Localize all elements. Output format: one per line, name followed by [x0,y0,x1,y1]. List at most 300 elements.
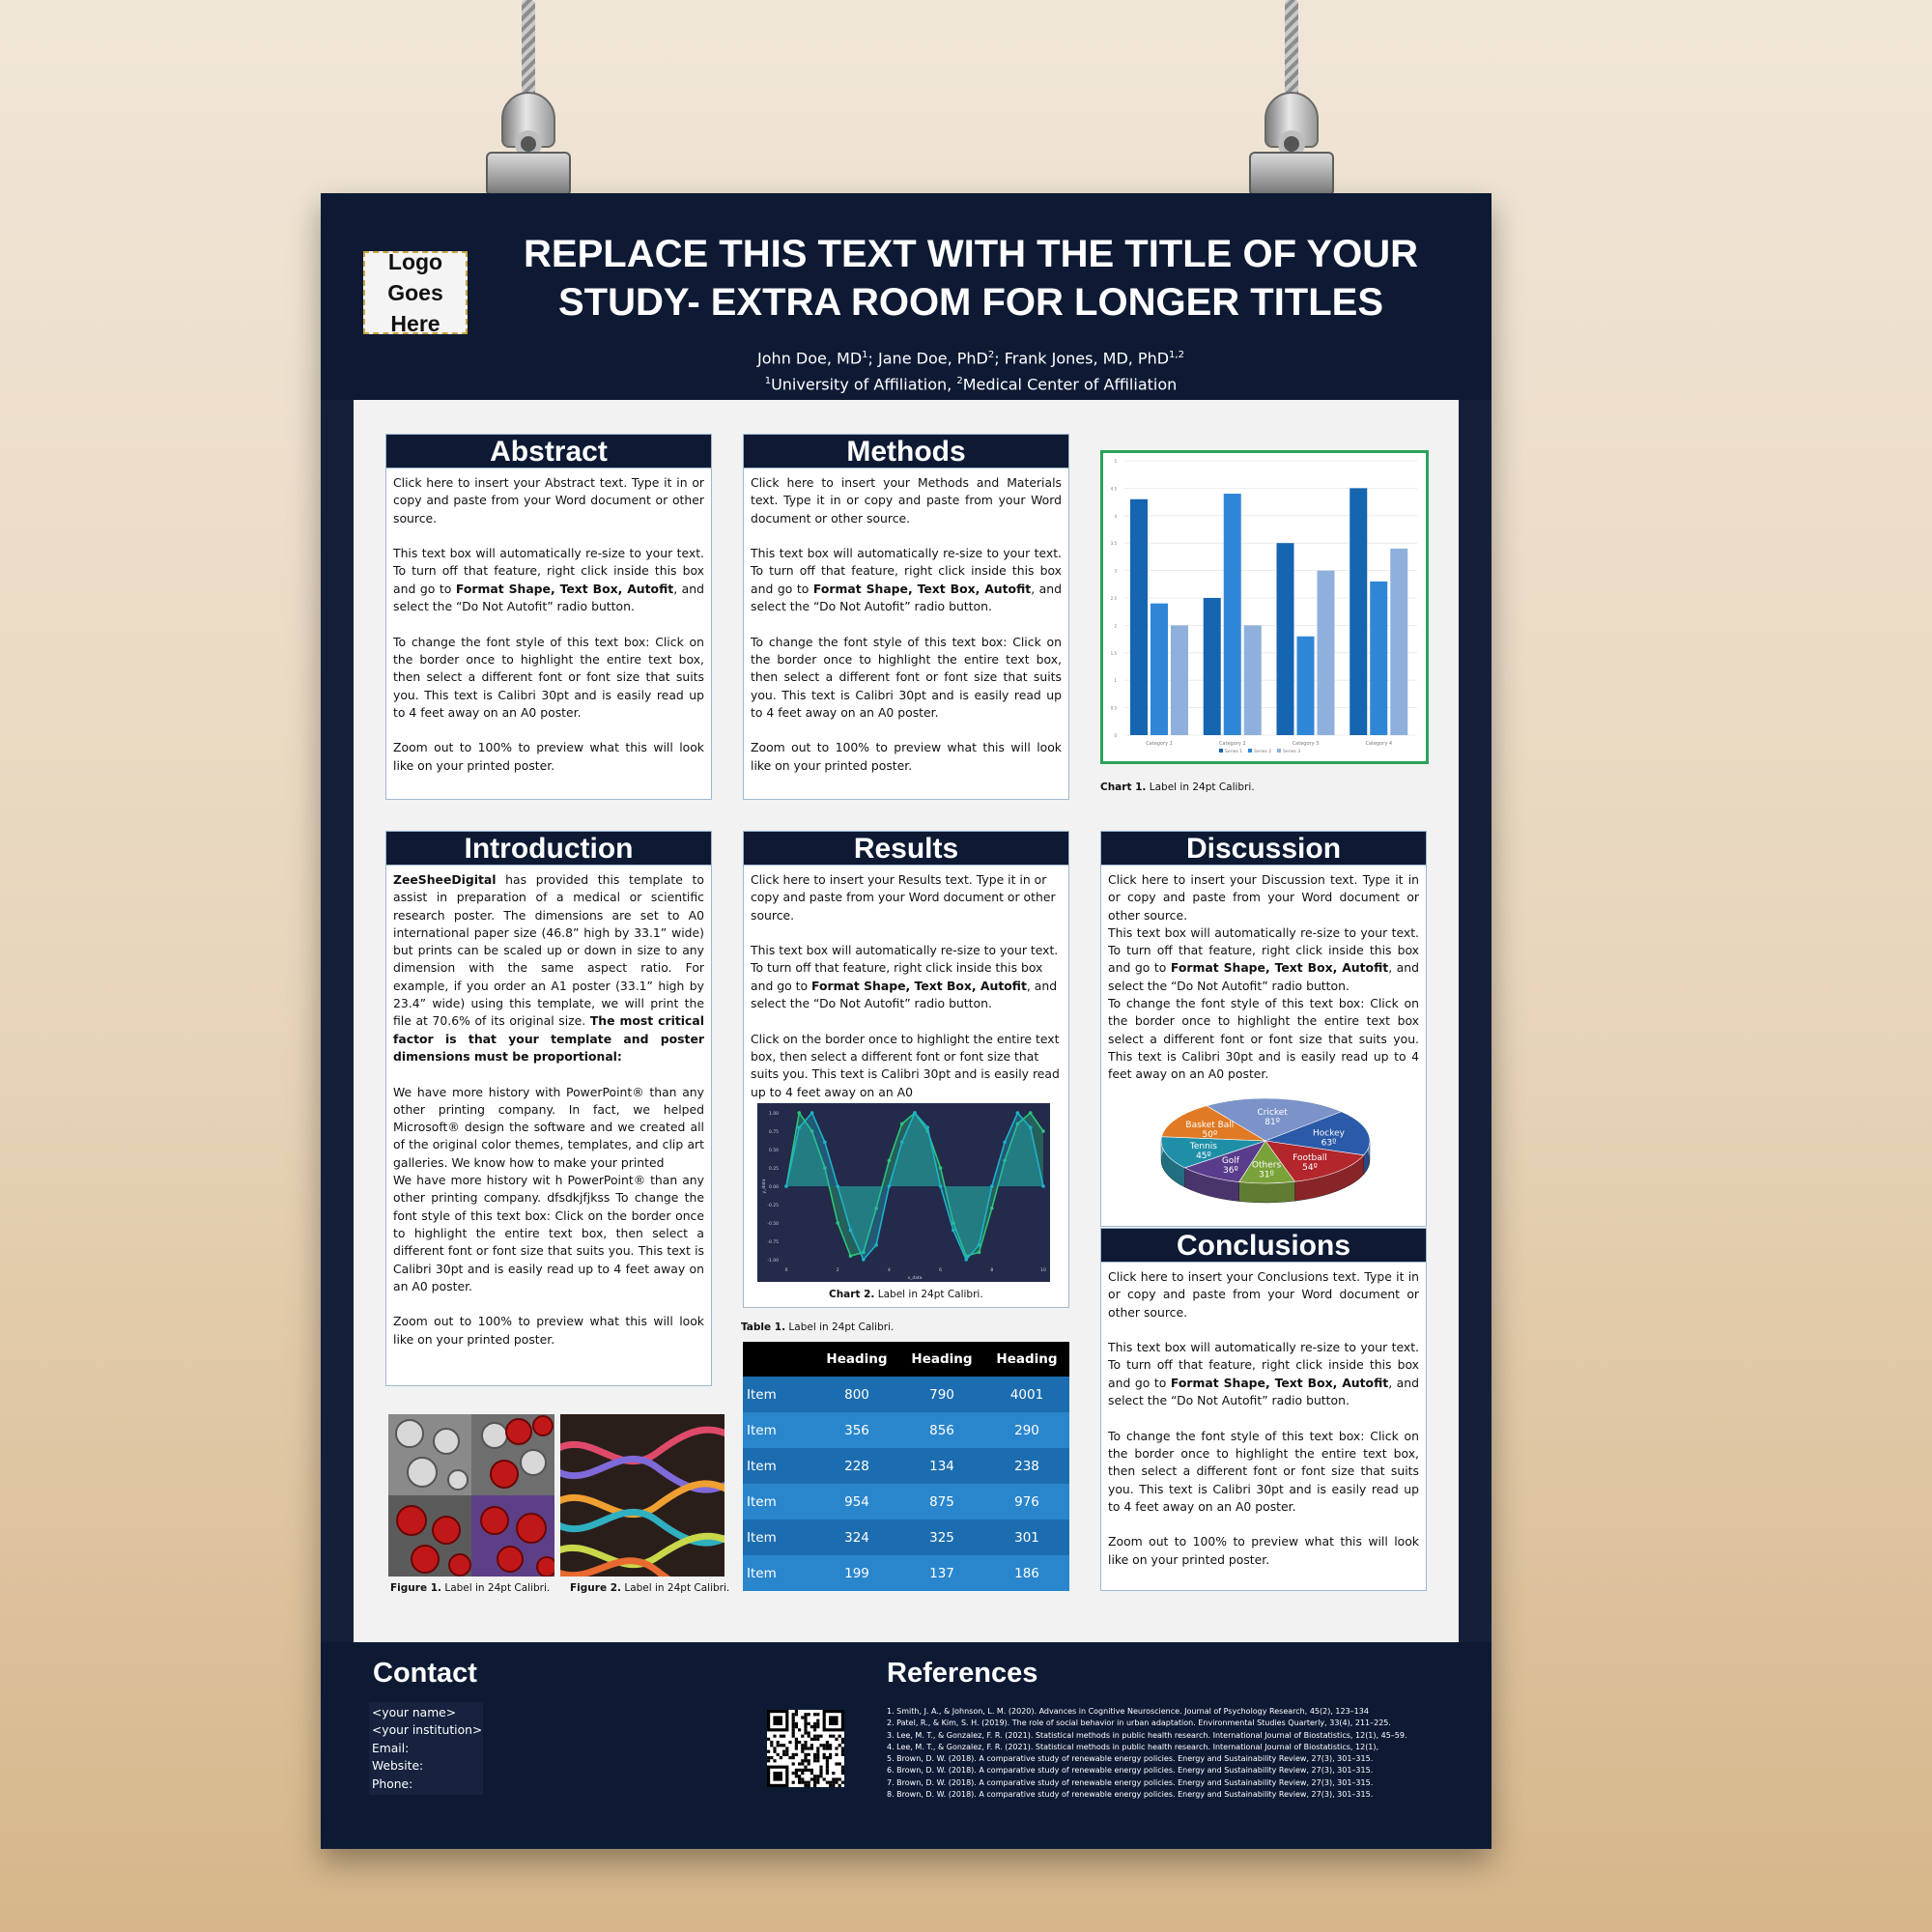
qr-module [801,1744,804,1747]
data-point [862,1258,866,1262]
qr-module [795,1738,798,1741]
qr-module [835,1738,838,1741]
qr-module [782,1744,785,1747]
table-cell: Item [743,1484,814,1520]
qr-module [819,1772,822,1775]
legend-label: Series 3 [1283,750,1301,754]
x-tick-label: Category 3 [1292,741,1320,747]
table-cell: Item [743,1555,814,1591]
qr-module [816,1719,819,1722]
qr-module [810,1725,813,1728]
reference-item: 4. Lee, M. T., & Gonzalez, F. R. (2021). Statistical methods in public health research. International Journal of Biostatistics, 12(1), [887,1742,1379,1751]
contact-line: Email: [372,1741,410,1755]
qr-module [804,1725,807,1728]
qr-module [788,1741,791,1744]
bar [1244,625,1262,735]
qr-module [795,1753,798,1756]
qr-module [819,1775,822,1777]
qr-module [808,1722,810,1725]
table-cell: 356 [814,1412,899,1448]
qr-module [813,1735,816,1738]
table-row [743,1484,1069,1520]
conclusions-paragraph: Zoom out to 100% to preview what this will look like on your printed poster. [1108,1534,1419,1567]
qr-module [782,1735,785,1738]
qr-module [801,1781,804,1784]
authors-block [502,344,1439,397]
data-point [823,1141,827,1145]
qr-module [816,1753,819,1756]
table-header-cell [743,1342,814,1377]
qr-module [829,1735,832,1738]
results-paragraph: Click on the border once to highlight the entire text box, then select a different font or font size that suits you. This text is Calibri 30pt and is easily read up to 4 feet away on an A0 [751,1031,1060,1099]
poster [321,193,1492,1849]
qr-module [767,1756,770,1759]
author-sup: 1 [862,350,868,360]
x-tick-label: 2 [836,1268,839,1273]
qr-module [816,1775,819,1777]
qr-module [816,1756,819,1759]
author-name: Jane Doe, PhD [878,349,988,368]
figure2-caption: Figure 2. Label in 24pt Calibri. [570,1582,730,1594]
binder-clip-left [480,92,577,198]
data-point [888,1184,892,1188]
qr-module [835,1781,838,1784]
qr-module [808,1759,810,1762]
qr-module [801,1735,804,1738]
qr-module [810,1772,813,1775]
qr-module [808,1735,810,1738]
methods-paragraph: This text box will automatically re-size to your text. To turn off that feature, right click inside this box and go to Format Shape, Text Box, Autofit, and select the “Do Not Autofit” radio button. [751,546,1062,614]
results-table [743,1342,1069,1591]
qr-module [770,1744,773,1747]
y-tick-label: 1.00 [768,1112,779,1117]
line-chart [757,1103,1050,1282]
table-cell: 301 [984,1520,1069,1555]
qr-module [808,1731,810,1734]
qr-module [816,1735,819,1738]
qr-module [835,1762,838,1765]
table-cell: 800 [814,1377,899,1412]
binder-clip-right [1243,92,1340,198]
data-point [1029,1125,1033,1129]
qr-module [841,1753,844,1756]
qr-module [792,1756,795,1759]
methods-section [743,434,1069,800]
discussion-paragraph: To change the font style of this text box: Click on the border once to highlight the entire text box select a different font or font size that suits you. This text is Calibri 30pt and is easily read up to 4 feet away on an A0 poster. [1108,996,1419,1082]
qr-module [816,1750,819,1753]
y-axis-label: y_data [762,1179,767,1194]
x-tick-label: 6 [939,1268,943,1273]
qr-module [838,1777,841,1780]
table-cell: 875 [899,1484,984,1520]
qr-module [801,1759,804,1762]
qr-module [841,1772,844,1775]
affiliation-line [502,370,1439,396]
data-point [964,1258,968,1262]
table-cell: 134 [899,1448,984,1484]
y-tick-label: -0.25 [767,1204,779,1208]
qr-module [810,1738,813,1741]
qr-module [835,1747,838,1749]
x-tick-label: 8 [990,1268,994,1273]
qr-module [813,1781,816,1784]
discussion-paragraph: Click here to insert your Discussion text. Type it in or copy and paste from your Word document or other source. [1108,872,1419,923]
qr-module [804,1713,807,1716]
data-point [849,1254,853,1258]
y-tick-label: 3.5 [1110,541,1117,547]
qr-module [798,1777,801,1780]
qr-module [826,1747,829,1749]
reference-item: 2. Patel, R., & Kim, S. H. (2019). The role of social behavior in urban adaptation. Environmental Studies Quarterly, 33(4), 211–225. [887,1719,1391,1728]
abstract-heading: Abstract [386,435,711,469]
abstract-section [385,434,712,800]
qr-module [816,1725,819,1728]
bar [1130,499,1148,735]
qr-module [773,1735,776,1738]
qr-module [816,1722,819,1725]
y-tick-label: 1.5 [1110,650,1117,656]
methods-heading: Methods [744,435,1068,469]
data-point [798,1111,802,1115]
table-row [743,1412,1069,1448]
legend-swatch [1248,749,1252,753]
data-point [900,1141,904,1145]
reference-item: 8. Brown, D. W. (2018). A comparative study of renewable energy policies. Energy and Sustainability Review, 27(3), 301–315. [887,1790,1374,1800]
qr-module [819,1735,822,1738]
qr-module [810,1744,813,1747]
y-tick-label: 5 [1114,459,1117,464]
table-row [743,1555,1069,1591]
table-cell: 228 [814,1448,899,1484]
table-cell: Item [743,1377,814,1412]
qr-module [819,1766,822,1769]
table-cell: Item [743,1412,814,1448]
table-header-cell: Heading [899,1342,984,1377]
conclusions-paragraph: This text box will automatically re-size to your text. To turn off that feature, right click inside this box and go to Format Shape, Text Box, Autofit, and select the “Do Not Autofit” radio button. [1108,1340,1419,1408]
qr-module [813,1759,816,1762]
legend-swatch [1219,749,1223,753]
discussion-section [1100,831,1427,1227]
table-cell: 238 [984,1448,1069,1484]
qr-module [808,1781,810,1784]
qr-module [804,1747,807,1749]
qr-module [819,1744,822,1747]
qr-module [795,1713,798,1716]
qr-module [804,1784,807,1787]
qr-module [841,1781,844,1784]
qr-module [795,1747,798,1749]
qr-module [832,1735,835,1738]
introduction-heading: Introduction [386,832,711,866]
author-name: Frank Jones, MD, PhD [1004,349,1170,368]
contact-box [369,1702,483,1795]
conclusions-section [1100,1228,1427,1591]
bar [1297,637,1315,735]
contact-line: Website: [372,1759,424,1774]
qr-module [813,1728,816,1731]
table-cell: 290 [984,1412,1069,1448]
table-cell: 954 [814,1484,899,1520]
qr-module [792,1722,795,1725]
table-cell: 976 [984,1484,1069,1520]
pie-slice-value: 36º [1223,1165,1238,1176]
qr-module [826,1756,829,1759]
chart1-caption: Chart 1. Label in 24pt Calibri. [1100,781,1255,793]
introduction-text [386,866,711,1349]
data-point [888,1159,892,1163]
data-point [990,1207,994,1210]
qr-module [804,1744,807,1747]
qr-module [792,1725,795,1728]
results-text [744,866,1068,1101]
qr-module [785,1750,788,1753]
qr-module [829,1744,832,1747]
author-sup: 2 [987,350,995,360]
qr-module [813,1713,816,1716]
data-point [784,1184,788,1188]
qr-module [838,1784,841,1787]
qr-module [823,1747,826,1749]
qr-module [773,1759,776,1762]
qr-module [804,1731,807,1734]
pie-slice-value: 63º [1321,1138,1337,1149]
qr-module [816,1738,819,1741]
references-list [887,1706,1428,1801]
qr-module [785,1753,788,1756]
chart2-caption: Chart 2. Label in 24pt Calibri. [829,1289,983,1300]
qr-module [801,1772,804,1775]
qr-module [767,1738,770,1741]
pie-slice-label: Others [1251,1160,1282,1171]
qr-module [801,1762,804,1765]
qr-module [777,1741,780,1744]
bar [1171,625,1188,735]
author-sep: ; [994,349,1005,368]
data-point [926,1125,930,1129]
x-tick-label: Category 1 [1146,741,1173,747]
qr-module [838,1744,841,1747]
qr-module [841,1769,844,1772]
figure2-image [560,1414,724,1577]
data-point [874,1243,878,1247]
y-tick-label: 3 [1114,568,1117,574]
area-fill [786,1113,1043,1260]
qr-module [785,1747,788,1749]
qr-code-icon [767,1710,844,1787]
qr-module [801,1747,804,1749]
figure1-caption: Figure 1. Label in 24pt Calibri. [390,1582,551,1594]
qr-module [792,1716,795,1719]
table-cell: 186 [984,1555,1069,1591]
y-tick-label: -0.75 [767,1240,779,1245]
abstract-text [386,469,711,775]
data-point [1016,1111,1020,1115]
data-point [952,1229,955,1233]
table-row [743,1377,1069,1412]
qr-module [826,1769,829,1772]
affiliation-sup: 2 [956,376,963,387]
pie-slice-value: 45º [1196,1151,1211,1161]
qr-module [832,1784,835,1787]
qr-module [798,1762,801,1765]
data-point [1041,1184,1045,1188]
results-paragraph: Click here to insert your Results text. Type it in or copy and paste from your Word document or other source. [751,872,1056,923]
qr-module [810,1769,813,1772]
pie-slice-value: 50º [1202,1130,1218,1141]
affiliation-name: Medical Center of Affiliation [962,375,1178,394]
pie-chart [1154,1093,1377,1208]
qr-module [813,1722,816,1725]
y-tick-label: -0.50 [767,1222,779,1227]
reference-item: 3. Lee, M. T., & Gonzalez, F. R. (2021). Statistical methods in public health research. International Journal of Biostatistics, 12(1), 45–59. [887,1730,1407,1740]
qr-module [810,1747,813,1749]
results-section [743,831,1069,1308]
qr-module [804,1766,807,1769]
y-tick-label: 0.75 [768,1130,779,1135]
qr-module [832,1777,835,1780]
contact-heading: Contact [373,1658,477,1689]
qr-module [780,1735,782,1738]
qr-module [829,1753,832,1756]
qr-module [829,1747,832,1749]
qr-module [808,1762,810,1765]
data-point [1041,1129,1045,1133]
qr-module [838,1762,841,1765]
qr-module [795,1744,798,1747]
table-header-row [743,1342,1069,1377]
qr-module [801,1777,804,1780]
data-point [939,1166,943,1170]
pie-slice-value: 54º [1302,1162,1318,1173]
qr-module [804,1728,807,1731]
data-point [1003,1141,1007,1145]
pie-slice-value: 81º [1264,1117,1280,1127]
results-heading: Results [744,832,1068,866]
logo-placeholder: Logo Goes Here [363,251,468,334]
qr-module [813,1775,816,1777]
qr-module [813,1738,816,1741]
qr-module [767,1759,770,1762]
qr-module [798,1769,801,1772]
conclusions-heading: Conclusions [1101,1229,1426,1263]
author-name: John Doe, MD [757,349,863,368]
contact-line: <your name> [372,1706,457,1719]
qr-module [829,1784,832,1787]
qr-module [808,1753,810,1756]
chart1-frame [1100,450,1429,764]
qr-module [804,1722,807,1725]
x-tick-label: 0 [784,1268,788,1273]
qr-module [795,1775,798,1777]
author-line [502,344,1439,370]
legend-label: Series 2 [1254,750,1272,754]
qr-module [835,1777,838,1780]
qr-module [826,1741,829,1744]
data-point [836,1221,839,1225]
contact-line: <your institution> [372,1723,483,1738]
bar [1350,488,1367,735]
introduction-paragraph: We have more history with PowerPoint® than any other printing company. In fact, we helped Microsoft® design the software and we created all of the original color themes, templates, and clip art galleries. We know how to make your printed [393,1084,704,1170]
qr-module [804,1781,807,1784]
data-point [900,1122,904,1126]
bar-chart [1103,453,1426,761]
poster-footer [321,1642,1492,1849]
x-tick-label: Category 4 [1365,741,1393,747]
table-row [743,1520,1069,1555]
table-cell: 199 [814,1555,899,1591]
table-cell: 790 [899,1377,984,1412]
x-tick-label: 4 [887,1268,891,1273]
qr-module [798,1741,801,1744]
discussion-heading: Discussion [1101,832,1426,866]
methods-paragraph: Click here to insert your Methods and Materials text. Type it in or copy and paste from your Word document or other source. [751,475,1062,526]
x-tick-label: Category 2 [1218,741,1246,747]
qr-module [810,1777,813,1780]
abstract-paragraph: Zoom out to 100% to preview what this will look like on your printed poster. [393,740,704,773]
qr-module [792,1735,795,1738]
introduction-paragraph: Zoom out to 100% to preview what this will look like on your printed poster. [393,1314,704,1347]
methods-paragraph: Zoom out to 100% to preview what this will look like on your printed poster. [751,740,1062,773]
qr-module [804,1769,807,1772]
qr-module [801,1716,804,1719]
qr-module [813,1756,816,1759]
table-header-cell: Heading [984,1342,1069,1377]
y-tick-label: 4.5 [1110,486,1117,492]
qr-module [826,1766,829,1769]
qr-finder [829,1716,838,1725]
qr-module [792,1713,795,1716]
qr-module [804,1759,807,1762]
poster-title: REPLACE THIS TEXT WITH THE TITLE OF YOUR STUDY- EXTRA ROOM FOR LONGER TITLES [524,233,1418,324]
qr-module [780,1744,782,1747]
reference-item: 7. Brown, D. W. (2018). A comparative study of renewable energy policies. Energy and Sustainability Review, 27(3), 301–315. [887,1777,1374,1787]
qr-module [808,1713,810,1716]
pie-slice-label: Hockey [1313,1128,1346,1139]
table-cell: Item [743,1520,814,1555]
table-header-cell: Heading [814,1342,899,1377]
legend-label: Series 1 [1225,750,1243,754]
qr-module [841,1738,844,1741]
abstract-paragraph: Click here to insert your Abstract text. Type it in or copy and paste from your Word document or other source. [393,475,704,526]
x-axis-label: x_data [907,1276,923,1281]
qr-module [838,1735,841,1738]
bar [1370,582,1387,735]
qr-module [829,1756,832,1759]
qr-module [808,1784,810,1787]
qr-module [795,1772,798,1775]
qr-module [813,1753,816,1756]
qr-module [823,1756,826,1759]
qr-module [770,1756,773,1759]
qr-module [841,1747,844,1749]
x-tick-label: 10 [1040,1268,1046,1273]
author-sep: ; [867,349,879,368]
qr-module [801,1750,804,1753]
qr-module [823,1777,826,1780]
blood-cells-illustration [388,1414,554,1577]
qr-module [826,1772,829,1775]
y-tick-label: 0 [1114,733,1117,738]
qr-module [792,1719,795,1722]
qr-module [813,1725,816,1728]
table-caption: Table 1. Label in 24pt Calibri. [741,1321,895,1333]
qr-module [798,1781,801,1784]
qr-module [816,1747,819,1749]
qr-module [804,1716,807,1719]
qr-module [782,1750,785,1753]
table-cell: 324 [814,1520,899,1555]
qr-module [792,1753,795,1756]
